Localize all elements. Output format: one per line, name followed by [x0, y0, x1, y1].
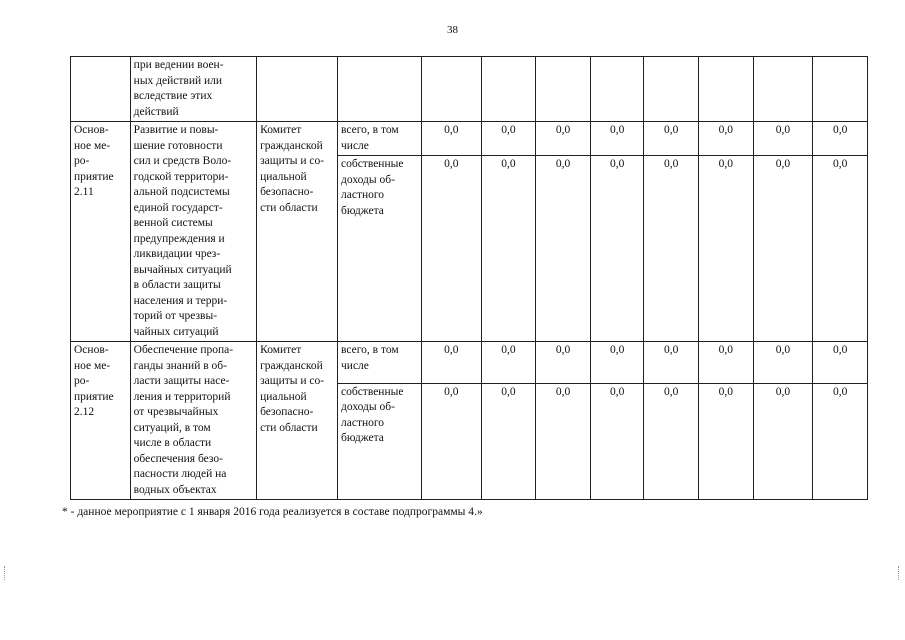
- text-line: собственные: [341, 158, 404, 171]
- value-cell: 0,0: [590, 122, 644, 156]
- value-cell: 0,0: [644, 342, 699, 384]
- page-number: 38: [447, 24, 458, 36]
- text-line: ро-: [74, 155, 90, 167]
- text-line: доходы об-: [341, 173, 395, 186]
- text-line: числе в области: [133, 437, 212, 449]
- text-line: действий: [133, 105, 179, 118]
- text-line: гражданской: [260, 139, 323, 152]
- value-cell: 0,0: [421, 342, 481, 384]
- text-line: бюджета: [341, 432, 384, 445]
- scan-edge-mark: [898, 566, 903, 580]
- value-cell: 0,0: [753, 383, 813, 499]
- text-line: Комитет: [260, 124, 302, 136]
- text-line: ганды знаний в об-: [133, 359, 227, 372]
- text-line: единой государст-: [133, 201, 223, 214]
- value-cell: 0,0: [699, 342, 754, 384]
- text-line: в области защиты: [133, 279, 221, 291]
- executor-cell: [257, 122, 338, 342]
- text-line: ных действий или: [133, 74, 223, 87]
- scan-edge-mark: [4, 566, 9, 580]
- value-cell: 0,0: [813, 383, 868, 499]
- value-cell: [644, 57, 699, 122]
- text-line: гражданской: [260, 359, 323, 372]
- text-line: при ведении воен-: [133, 59, 224, 71]
- text-line: предупреждения и: [133, 232, 225, 245]
- value-cell: 0,0: [753, 342, 813, 384]
- value-cell: 0,0: [481, 383, 536, 499]
- text-line: защиты и со-: [260, 155, 325, 167]
- text-line: приятие: [74, 390, 114, 403]
- value-cell: 0,0: [753, 122, 813, 156]
- text-line: бюджета: [341, 204, 384, 217]
- text-line: ластного: [341, 416, 385, 429]
- code-cell: [71, 57, 131, 122]
- text-line: вычайных ситуаций: [133, 263, 232, 276]
- value-cell: 0,0: [644, 383, 699, 499]
- value-cell: 0,0: [590, 383, 644, 499]
- text-line: всего, в том: [341, 344, 399, 356]
- measure-name-cell: [130, 122, 256, 342]
- table-row: [71, 122, 868, 156]
- text-line: сти области: [260, 201, 318, 214]
- text-line: числе: [341, 359, 369, 372]
- text-line: торий от чрезвы-: [133, 310, 218, 322]
- funding-source-cell: [338, 342, 422, 384]
- value-cell: 0,0: [753, 156, 813, 342]
- text-line: сти области: [260, 421, 318, 434]
- text-line: населения и терри-: [133, 294, 228, 307]
- value-cell: 0,0: [813, 156, 868, 342]
- value-cell: [699, 57, 754, 122]
- value-cell: 0,0: [590, 156, 644, 342]
- table-row: [71, 342, 868, 384]
- text-line: водных объектах: [133, 483, 217, 496]
- text-line: венной системы: [133, 217, 213, 229]
- text-line: циальной: [260, 170, 307, 183]
- value-cell: 0,0: [421, 122, 481, 156]
- continuation-row: [71, 57, 868, 122]
- value-cell: 0,0: [813, 342, 868, 384]
- text-line: защиты и со-: [260, 375, 325, 387]
- text-line: безопасно-: [260, 406, 314, 418]
- value-cell: 0,0: [699, 383, 754, 499]
- text-line: годской территори-: [133, 170, 229, 183]
- text-line: 2.12: [74, 406, 95, 418]
- text-line: обеспечения безо-: [133, 452, 223, 465]
- text-line: числе: [341, 139, 369, 152]
- value-cell: 0,0: [536, 383, 591, 499]
- text-line: ласти защиты насе-: [133, 375, 230, 387]
- funding-source-cell: [338, 156, 422, 342]
- source-cell: [338, 57, 422, 122]
- measure-code-cell: [71, 122, 131, 342]
- value-cell: 0,0: [536, 122, 591, 156]
- value-cell: 0,0: [536, 342, 591, 384]
- text-line: ления и территорий: [133, 390, 231, 403]
- value-cell: 0,0: [536, 156, 591, 342]
- footnote: * - данное мероприятие с 1 января 2016 года реализуется в составе подпрограммы 4.»: [62, 506, 483, 518]
- text-line: циальной: [260, 390, 307, 403]
- text-line: Комитет: [260, 344, 302, 356]
- text-line: собственные: [341, 385, 404, 398]
- value-cell: [481, 57, 536, 122]
- value-cell: 0,0: [421, 156, 481, 342]
- value-cell: 0,0: [813, 122, 868, 156]
- text-line: ро-: [74, 375, 90, 387]
- text-line: ное ме-: [74, 359, 111, 372]
- value-cell: 0,0: [481, 156, 536, 342]
- value-cell: 0,0: [421, 383, 481, 499]
- measure-code-cell: [71, 342, 131, 500]
- measure-name-cell: [130, 342, 256, 500]
- value-cell: [813, 57, 868, 122]
- text-line: Основ-: [74, 344, 109, 356]
- executor-cell: [257, 57, 338, 122]
- text-line: шение готовности: [133, 139, 223, 152]
- text-line: приятие: [74, 170, 114, 183]
- value-cell: 0,0: [699, 156, 754, 342]
- text-line: Развитие и повы-: [133, 124, 219, 136]
- value-cell: 0,0: [481, 122, 536, 156]
- value-cell: 0,0: [644, 122, 699, 156]
- value-cell: 0,0: [481, 342, 536, 384]
- text-line: пасности людей на: [133, 468, 227, 480]
- value-cell: 0,0: [590, 342, 644, 384]
- text-line: Основ-: [74, 124, 109, 136]
- funding-source-cell: [338, 383, 422, 499]
- text-line: доходы об-: [341, 401, 395, 414]
- text-line: сил и средств Воло-: [133, 155, 232, 167]
- text-line: ное ме-: [74, 139, 111, 152]
- measure-name-cell: [130, 57, 256, 122]
- text-line: чайных ситуаций: [133, 325, 219, 338]
- text-line: всего, в том: [341, 124, 399, 136]
- text-line: Обеспечение пропа-: [133, 344, 234, 356]
- funding-source-cell: [338, 122, 422, 156]
- text-line: ластного: [341, 189, 385, 202]
- text-line: ликвидации чрез-: [133, 248, 221, 260]
- text-line: безопасно-: [260, 186, 314, 198]
- value-cell: [753, 57, 813, 122]
- text-line: вследствие этих: [133, 90, 213, 102]
- executor-cell: [257, 342, 338, 500]
- text-line: ситуаций, в том: [133, 421, 211, 434]
- value-cell: 0,0: [644, 156, 699, 342]
- value-cell: [590, 57, 644, 122]
- text-line: альной подсистемы: [133, 186, 230, 198]
- text-line: от чрезвычайных: [133, 406, 219, 418]
- value-cell: [536, 57, 591, 122]
- value-cell: 0,0: [699, 122, 754, 156]
- text-line: 2.11: [74, 186, 94, 198]
- budget-table: [70, 56, 868, 500]
- value-cell: [421, 57, 481, 122]
